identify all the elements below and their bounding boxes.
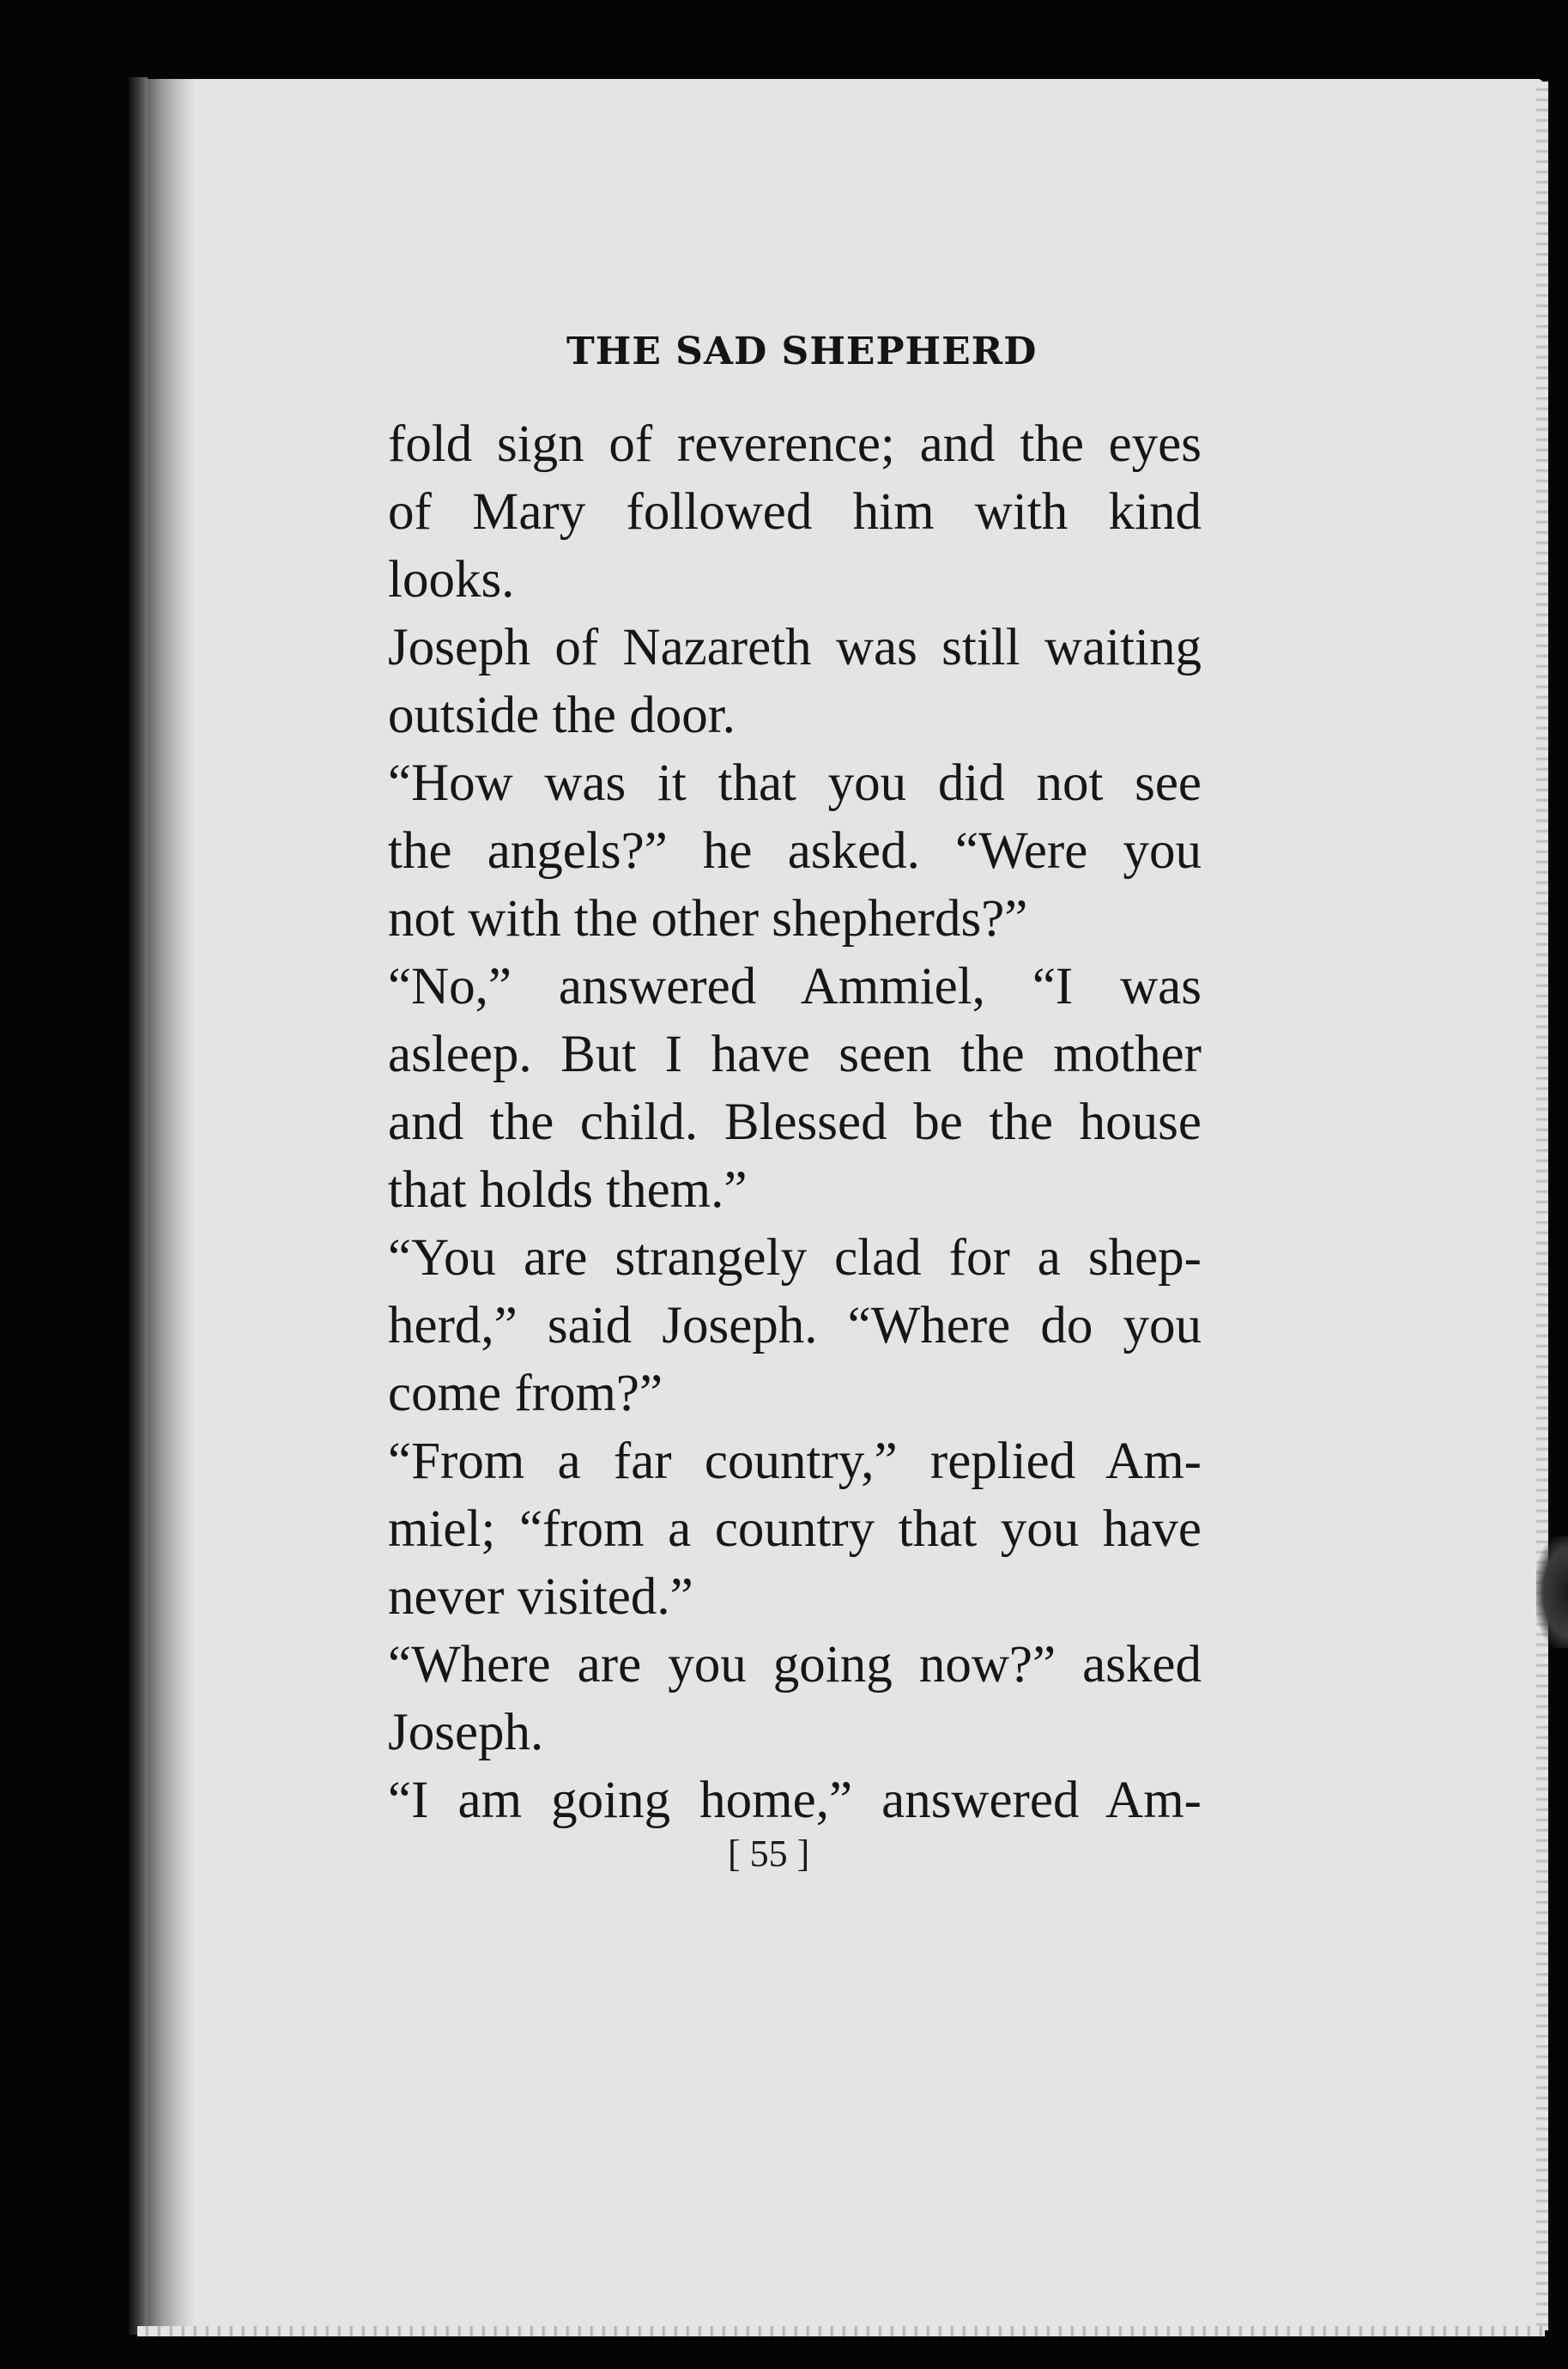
page-number: [ 55 ] xyxy=(728,1833,810,1875)
text-line: looks. xyxy=(388,551,515,609)
text-line: fold sign of reverence; and the eyes xyxy=(388,415,1202,473)
text-line: Joseph of Nazareth was still waiting xyxy=(388,619,1202,676)
text-line: “You are strangely clad for a shep- xyxy=(388,1229,1202,1287)
text-line: of Mary followed him with kind xyxy=(388,483,1202,541)
text-line: asleep. But I have seen the mother xyxy=(388,1026,1202,1083)
text-line: “From a far country,” replied Am- xyxy=(388,1433,1202,1490)
text-line: “How was it that you did not see xyxy=(388,754,1202,812)
scanner-clip-shadow xyxy=(1536,1536,1568,1648)
text-line: miel; “from a country that you have xyxy=(388,1500,1202,1558)
text-line: never visited.” xyxy=(388,1568,693,1626)
text-line: “Where are you going now?” asked xyxy=(388,1636,1202,1693)
binding-edge xyxy=(129,77,148,2335)
body-text xyxy=(388,410,1202,1834)
running-head: THE SAD SHEPHERD xyxy=(566,330,1038,373)
bottom-deckle-edge xyxy=(137,2326,1545,2336)
text-line: “No,” answered Ammiel, “I was xyxy=(388,958,1202,1015)
text-line: Joseph. xyxy=(388,1704,544,1761)
text-line: not with the other shepherds?” xyxy=(388,890,1028,948)
text-line: that holds them.” xyxy=(388,1161,748,1219)
text-line: outside the door. xyxy=(388,687,736,744)
text-line: and the child. Blessed be the house xyxy=(388,1094,1202,1151)
deckle-edge xyxy=(1536,82,1548,2330)
text-line: herd,” said Joseph. “Where do you xyxy=(388,1297,1202,1354)
text-line: the angels?” he asked. “Were you xyxy=(388,822,1202,880)
text-line: come from?” xyxy=(388,1365,663,1422)
text-line: “I am going home,” answered Am- xyxy=(388,1772,1202,1829)
